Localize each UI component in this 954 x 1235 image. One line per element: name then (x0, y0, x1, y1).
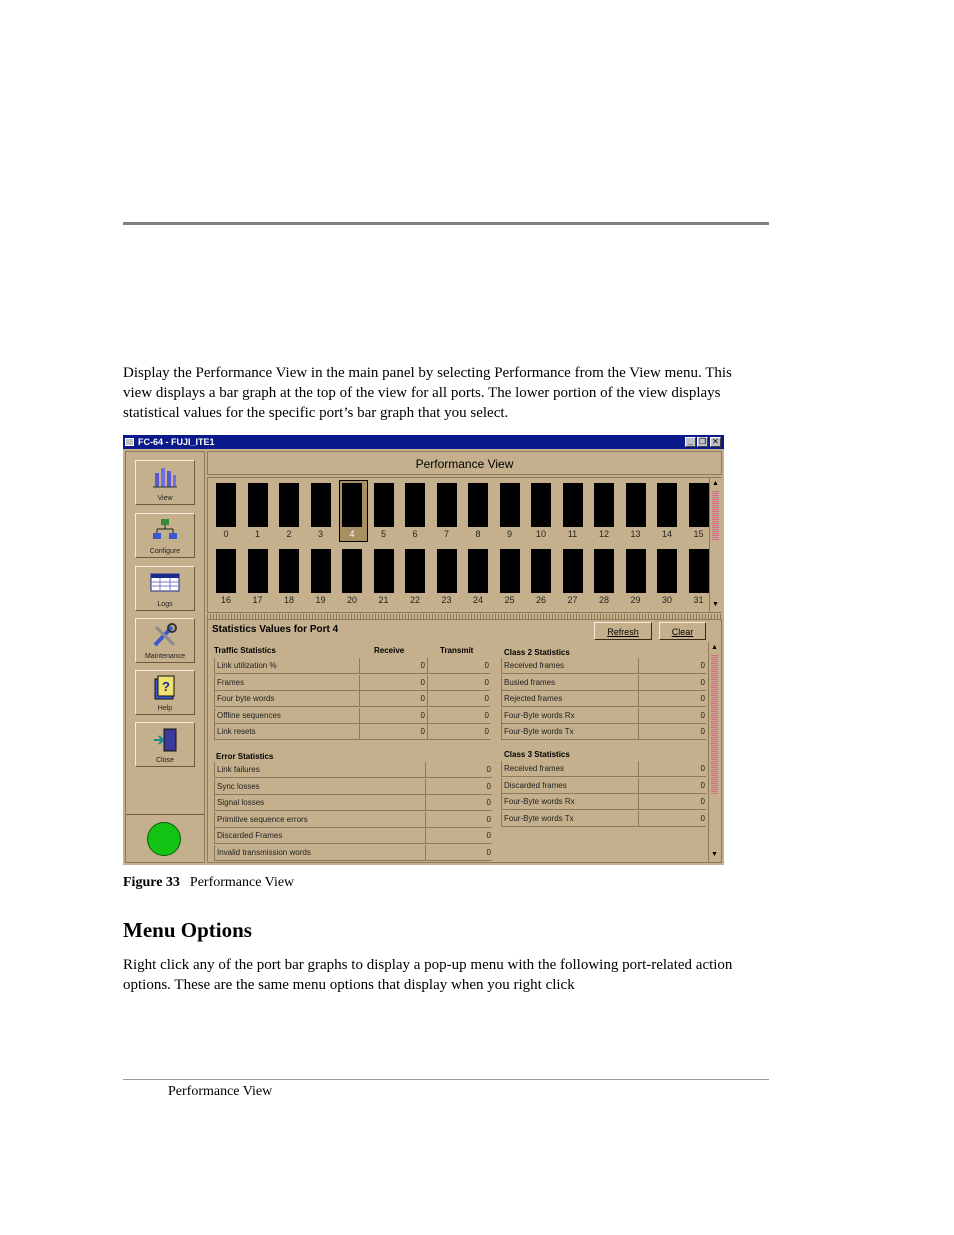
table-row (501, 658, 706, 674)
table-row (214, 691, 490, 707)
port-bar-graph[interactable] (245, 480, 274, 542)
port-bar[interactable] (405, 549, 425, 593)
configure-icon (152, 518, 178, 542)
port-bar-graph[interactable] (339, 480, 368, 542)
row-label: Received frames (504, 764, 565, 773)
port-bar[interactable] (279, 483, 299, 527)
port-bar-graph[interactable] (371, 480, 400, 542)
port-bar-graph[interactable] (623, 546, 652, 608)
table-row (501, 811, 706, 827)
row-value: 0 (700, 813, 705, 823)
port-bar[interactable] (468, 483, 488, 527)
figure-label: Figure 33 (123, 875, 180, 890)
row-value-cell (638, 778, 707, 793)
row-value: 0 (700, 727, 705, 736)
port-number: 15 (693, 529, 704, 539)
port-number: 28 (598, 595, 609, 605)
row-value: 0 (486, 765, 491, 774)
table-row (214, 708, 490, 724)
port-bar[interactable] (248, 483, 268, 527)
port-bar-graph[interactable] (560, 546, 589, 608)
port-bar[interactable] (594, 549, 614, 593)
row-value-cell (359, 658, 427, 673)
port-number: 5 (380, 529, 386, 539)
table-row (214, 828, 492, 844)
row-label: Invalid transmission words (217, 847, 311, 857)
row-value: 0 (484, 661, 489, 670)
port-number: 6 (412, 529, 418, 539)
row-value-cell (638, 658, 707, 673)
traffic-heading: Traffic Statistics (214, 646, 276, 655)
row-value-cell (638, 761, 707, 776)
row-value-cell (425, 779, 493, 794)
port-bar[interactable] (626, 549, 646, 593)
row-value: 0 (420, 677, 425, 687)
port-bar-graph[interactable] (497, 546, 526, 608)
row-label: Offline sequences (217, 710, 281, 720)
port-bar[interactable] (374, 483, 394, 527)
row-value: 0 (486, 814, 491, 824)
port-bar-graph[interactable] (528, 546, 557, 608)
port-bar-graph[interactable] (434, 480, 463, 542)
port-bar[interactable] (405, 483, 425, 527)
port-bar[interactable] (279, 549, 299, 593)
port-number: 0 (223, 529, 229, 539)
row-label: Four-Byte words Rx (504, 797, 575, 806)
port-number: 13 (630, 529, 641, 539)
sidebar-item-label: Logs (157, 601, 173, 608)
port-bar[interactable] (216, 549, 236, 593)
sidebar-item-label: View (157, 495, 173, 502)
table-row (501, 708, 706, 724)
port-graph-area (207, 477, 722, 613)
row-value: 0 (486, 798, 491, 807)
port-bar-graph[interactable] (276, 546, 305, 608)
row-value-cell (638, 811, 707, 826)
transmit-column-header: Transmit (440, 646, 474, 655)
port-bar-graph[interactable] (497, 480, 526, 542)
row-label: Four-Byte words Tx (504, 813, 574, 823)
port-number: 9 (506, 529, 512, 539)
row-value-cell (359, 691, 427, 706)
port-number: 14 (661, 529, 672, 539)
port-bar[interactable] (311, 483, 331, 527)
port-bar[interactable] (468, 549, 488, 593)
port-bar-graph[interactable] (654, 480, 683, 542)
figure-caption (123, 875, 294, 891)
footer-text: Performance View (168, 1084, 273, 1099)
port-bar[interactable] (500, 483, 520, 527)
app-icon (125, 438, 134, 446)
intro-paragraph: Display the Performance View in the main panel by selecting Performance from the View menu. This view displays a bar graph at the top of the view for all ports. The lower portion of the view displays statistical values for the specific port’s bar graph that you select. (123, 365, 732, 421)
graph-scrollbar[interactable] (709, 478, 722, 612)
port-bar[interactable] (594, 483, 614, 527)
port-number: 12 (598, 529, 609, 539)
receive-column-header: Receive (374, 646, 405, 655)
scroll-thumb[interactable] (712, 490, 719, 540)
port-bar[interactable] (626, 483, 646, 527)
table-row (501, 778, 706, 794)
table-row (214, 658, 490, 674)
window-titlebar (123, 435, 724, 449)
svg-text:?: ? (162, 679, 170, 694)
maintenance-icon (152, 623, 178, 649)
port-bar-graph[interactable] (402, 480, 431, 542)
figure-title: Performance View (189, 875, 295, 890)
scroll-up-icon[interactable]: ▲ (711, 644, 718, 651)
port-number: 11 (567, 529, 578, 539)
port-bar-graph[interactable] (276, 480, 305, 542)
port-bar[interactable] (657, 483, 677, 527)
row-label: Four-Byte words Tx (504, 727, 574, 736)
row-value-cell (427, 691, 491, 706)
port-number: 19 (315, 595, 326, 605)
table-row (501, 724, 706, 740)
table-row (501, 761, 706, 777)
port-bar-graph[interactable] (591, 480, 620, 542)
clear-button[interactable]: Clear (659, 622, 706, 640)
row-value: 0 (484, 694, 489, 703)
sidebar-item-view[interactable] (135, 460, 195, 505)
row-label: Four byte words (217, 694, 275, 703)
row-value-cell (425, 812, 493, 827)
port-number: 22 (409, 595, 420, 605)
top-rule (123, 222, 769, 225)
port-bar[interactable] (689, 483, 709, 527)
port-bar[interactable] (216, 483, 236, 527)
port-bar[interactable] (563, 483, 583, 527)
row-value-cell (359, 724, 427, 739)
row-value-cell (638, 724, 707, 739)
port-number: 8 (475, 529, 481, 539)
row-value-cell (638, 691, 707, 706)
row-value: 0 (700, 677, 705, 687)
port-number: 16 (220, 595, 231, 605)
table-row (214, 762, 492, 778)
port-bar-graph[interactable] (402, 546, 431, 608)
row-value: 0 (700, 710, 705, 720)
sidebar-item-label: Maintenance (144, 653, 186, 660)
port-number: 7 (443, 529, 449, 539)
port-bar-graph[interactable] (528, 480, 557, 542)
row-value: 0 (484, 677, 489, 687)
port-number: 30 (661, 595, 672, 605)
performance-view-title: Performance View (207, 451, 722, 475)
port-bar[interactable] (500, 549, 520, 593)
port-bar-graph[interactable] (560, 480, 589, 542)
port-number: 18 (283, 595, 294, 605)
port-bar[interactable] (342, 549, 362, 593)
port-bar-graph[interactable] (623, 480, 652, 542)
scroll-down-icon[interactable]: ▼ (712, 601, 719, 608)
table-row (214, 795, 492, 811)
close-window-button[interactable]: ✕ (710, 437, 721, 447)
port-bar[interactable] (689, 549, 709, 593)
port-bar[interactable] (342, 483, 362, 527)
row-value: 0 (486, 847, 491, 857)
section-heading: Menu Options (123, 918, 252, 942)
window-title: FC-64 - FUJI_ITE1 (138, 437, 215, 447)
sidebar-item-label: Close (156, 757, 174, 764)
row-label: Signal losses (217, 798, 265, 807)
row-label: Link resets (217, 727, 256, 736)
port-number: 17 (252, 595, 263, 605)
table-row (214, 724, 490, 740)
row-value: 0 (420, 727, 425, 736)
sidebar-item-close[interactable] (135, 722, 195, 767)
port-bar-graph[interactable] (213, 546, 242, 608)
scroll-down-icon[interactable]: ▼ (711, 851, 718, 858)
port-bar-graph[interactable] (434, 546, 463, 608)
error-heading: Error Statistics (216, 752, 274, 761)
row-value: 0 (486, 831, 491, 840)
row-value: 0 (700, 780, 705, 790)
row-value: 0 (700, 694, 705, 703)
port-bar[interactable] (374, 549, 394, 593)
class2-heading: Class 2 Statistics (504, 648, 570, 657)
port-number: 24 (472, 595, 483, 605)
stats-scrollbar[interactable] (708, 642, 721, 862)
port-bar-graph[interactable] (308, 480, 337, 542)
row-label: Frames (217, 677, 245, 687)
row-value-cell (425, 845, 493, 860)
row-value: 0 (700, 797, 705, 806)
table-row (214, 845, 492, 861)
refresh-button[interactable]: Refresh (594, 622, 652, 640)
port-number: 31 (693, 595, 704, 605)
row-value: 0 (700, 764, 705, 773)
port-bar[interactable] (531, 483, 551, 527)
row-label: Discarded frames (504, 780, 567, 790)
row-value: 0 (484, 727, 489, 736)
row-value: 0 (486, 781, 491, 791)
port-number: 27 (567, 595, 578, 605)
sidebar-item-help[interactable] (135, 670, 195, 715)
row-value: 0 (420, 694, 425, 703)
row-value-cell (638, 708, 707, 723)
port-number: 26 (535, 595, 546, 605)
row-value-cell (359, 708, 427, 723)
port-bar[interactable] (248, 549, 268, 593)
port-number: 2 (286, 529, 292, 539)
port-bar-graph[interactable] (654, 546, 683, 608)
port-number: 20 (346, 595, 357, 605)
table-row (214, 812, 492, 828)
row-value: 0 (700, 661, 705, 670)
port-bar-graph[interactable] (371, 546, 400, 608)
row-value-cell (425, 828, 493, 843)
row-label: Discarded Frames (217, 831, 283, 840)
footer-rule (123, 1079, 769, 1080)
port-bar-graph[interactable] (213, 480, 242, 542)
row-value-cell (427, 708, 491, 723)
help-icon (152, 675, 178, 701)
port-bar-graph[interactable] (308, 546, 337, 608)
row-value-cell (638, 675, 707, 690)
main-panel (207, 451, 722, 863)
port-bar[interactable] (531, 549, 551, 593)
port-bar-graph[interactable] (591, 546, 620, 608)
class3-heading: Class 3 Statistics (504, 750, 570, 759)
row-value-cell (359, 675, 427, 690)
status-panel (126, 814, 204, 863)
table-row (214, 675, 490, 691)
minimize-button[interactable]: _ (685, 437, 696, 447)
scroll-up-icon[interactable]: ▲ (712, 480, 719, 487)
table-row (501, 675, 706, 691)
row-value: 0 (420, 710, 425, 720)
row-label: Primitive sequence errors (217, 814, 308, 824)
status-led (147, 822, 181, 856)
port-number: 1 (254, 529, 260, 539)
sidebar-item-label: Configure (149, 548, 181, 555)
port-bar-graph[interactable] (465, 546, 494, 608)
row-label: Link failures (217, 765, 260, 774)
port-number: 21 (378, 595, 389, 605)
port-bar[interactable] (437, 549, 457, 593)
view-icon (152, 465, 178, 489)
port-bar[interactable] (311, 549, 331, 593)
maximize-button[interactable]: ❐ (698, 437, 707, 446)
port-bar[interactable] (657, 549, 677, 593)
logs-icon (150, 571, 180, 595)
row-label: Rejected frames (504, 694, 563, 703)
row-value-cell (427, 724, 491, 739)
table-row (501, 794, 706, 810)
sidebar (125, 451, 205, 863)
row-label: Four-Byte words Rx (504, 710, 575, 720)
row-label: Link utilization % (217, 661, 277, 670)
port-bar[interactable] (563, 549, 583, 593)
table-row (214, 779, 492, 795)
row-value-cell (425, 795, 493, 810)
sidebar-item-configure[interactable] (135, 513, 195, 558)
row-value: 0 (420, 661, 425, 670)
sidebar-item-logs[interactable] (135, 566, 195, 611)
port-number: 10 (535, 529, 546, 539)
row-value-cell (427, 675, 491, 690)
port-number: 23 (441, 595, 452, 605)
port-number: 25 (504, 595, 515, 605)
sidebar-item-label: Help (157, 705, 173, 712)
table-row (501, 691, 706, 707)
row-value-cell (638, 794, 707, 809)
port-bar-graph[interactable] (245, 546, 274, 608)
row-label: Received frames (504, 661, 565, 670)
sidebar-item-maintenance[interactable] (135, 618, 195, 663)
row-label: Sync losses (217, 781, 260, 791)
scroll-thumb[interactable] (711, 654, 718, 794)
port-number: 3 (317, 529, 323, 539)
row-label: Busied frames (504, 677, 556, 687)
menu-paragraph: Right click any of the port bar graphs to display a pop-up menu with the following port-related action options. These are the same menu options that display when you right click (123, 957, 733, 993)
port-bar-graph[interactable] (465, 480, 494, 542)
statistics-title: Statistics Values for Port 4 (212, 624, 339, 635)
close-door-icon (152, 727, 178, 753)
statistics-panel (207, 619, 722, 863)
port-number: 4 (349, 529, 355, 539)
port-bar-graph[interactable] (339, 546, 368, 608)
fc64-window (123, 435, 724, 865)
row-value: 0 (484, 710, 489, 720)
row-value-cell (425, 762, 493, 777)
port-number: 29 (630, 595, 641, 605)
row-value-cell (427, 658, 491, 673)
port-bar[interactable] (437, 483, 457, 527)
